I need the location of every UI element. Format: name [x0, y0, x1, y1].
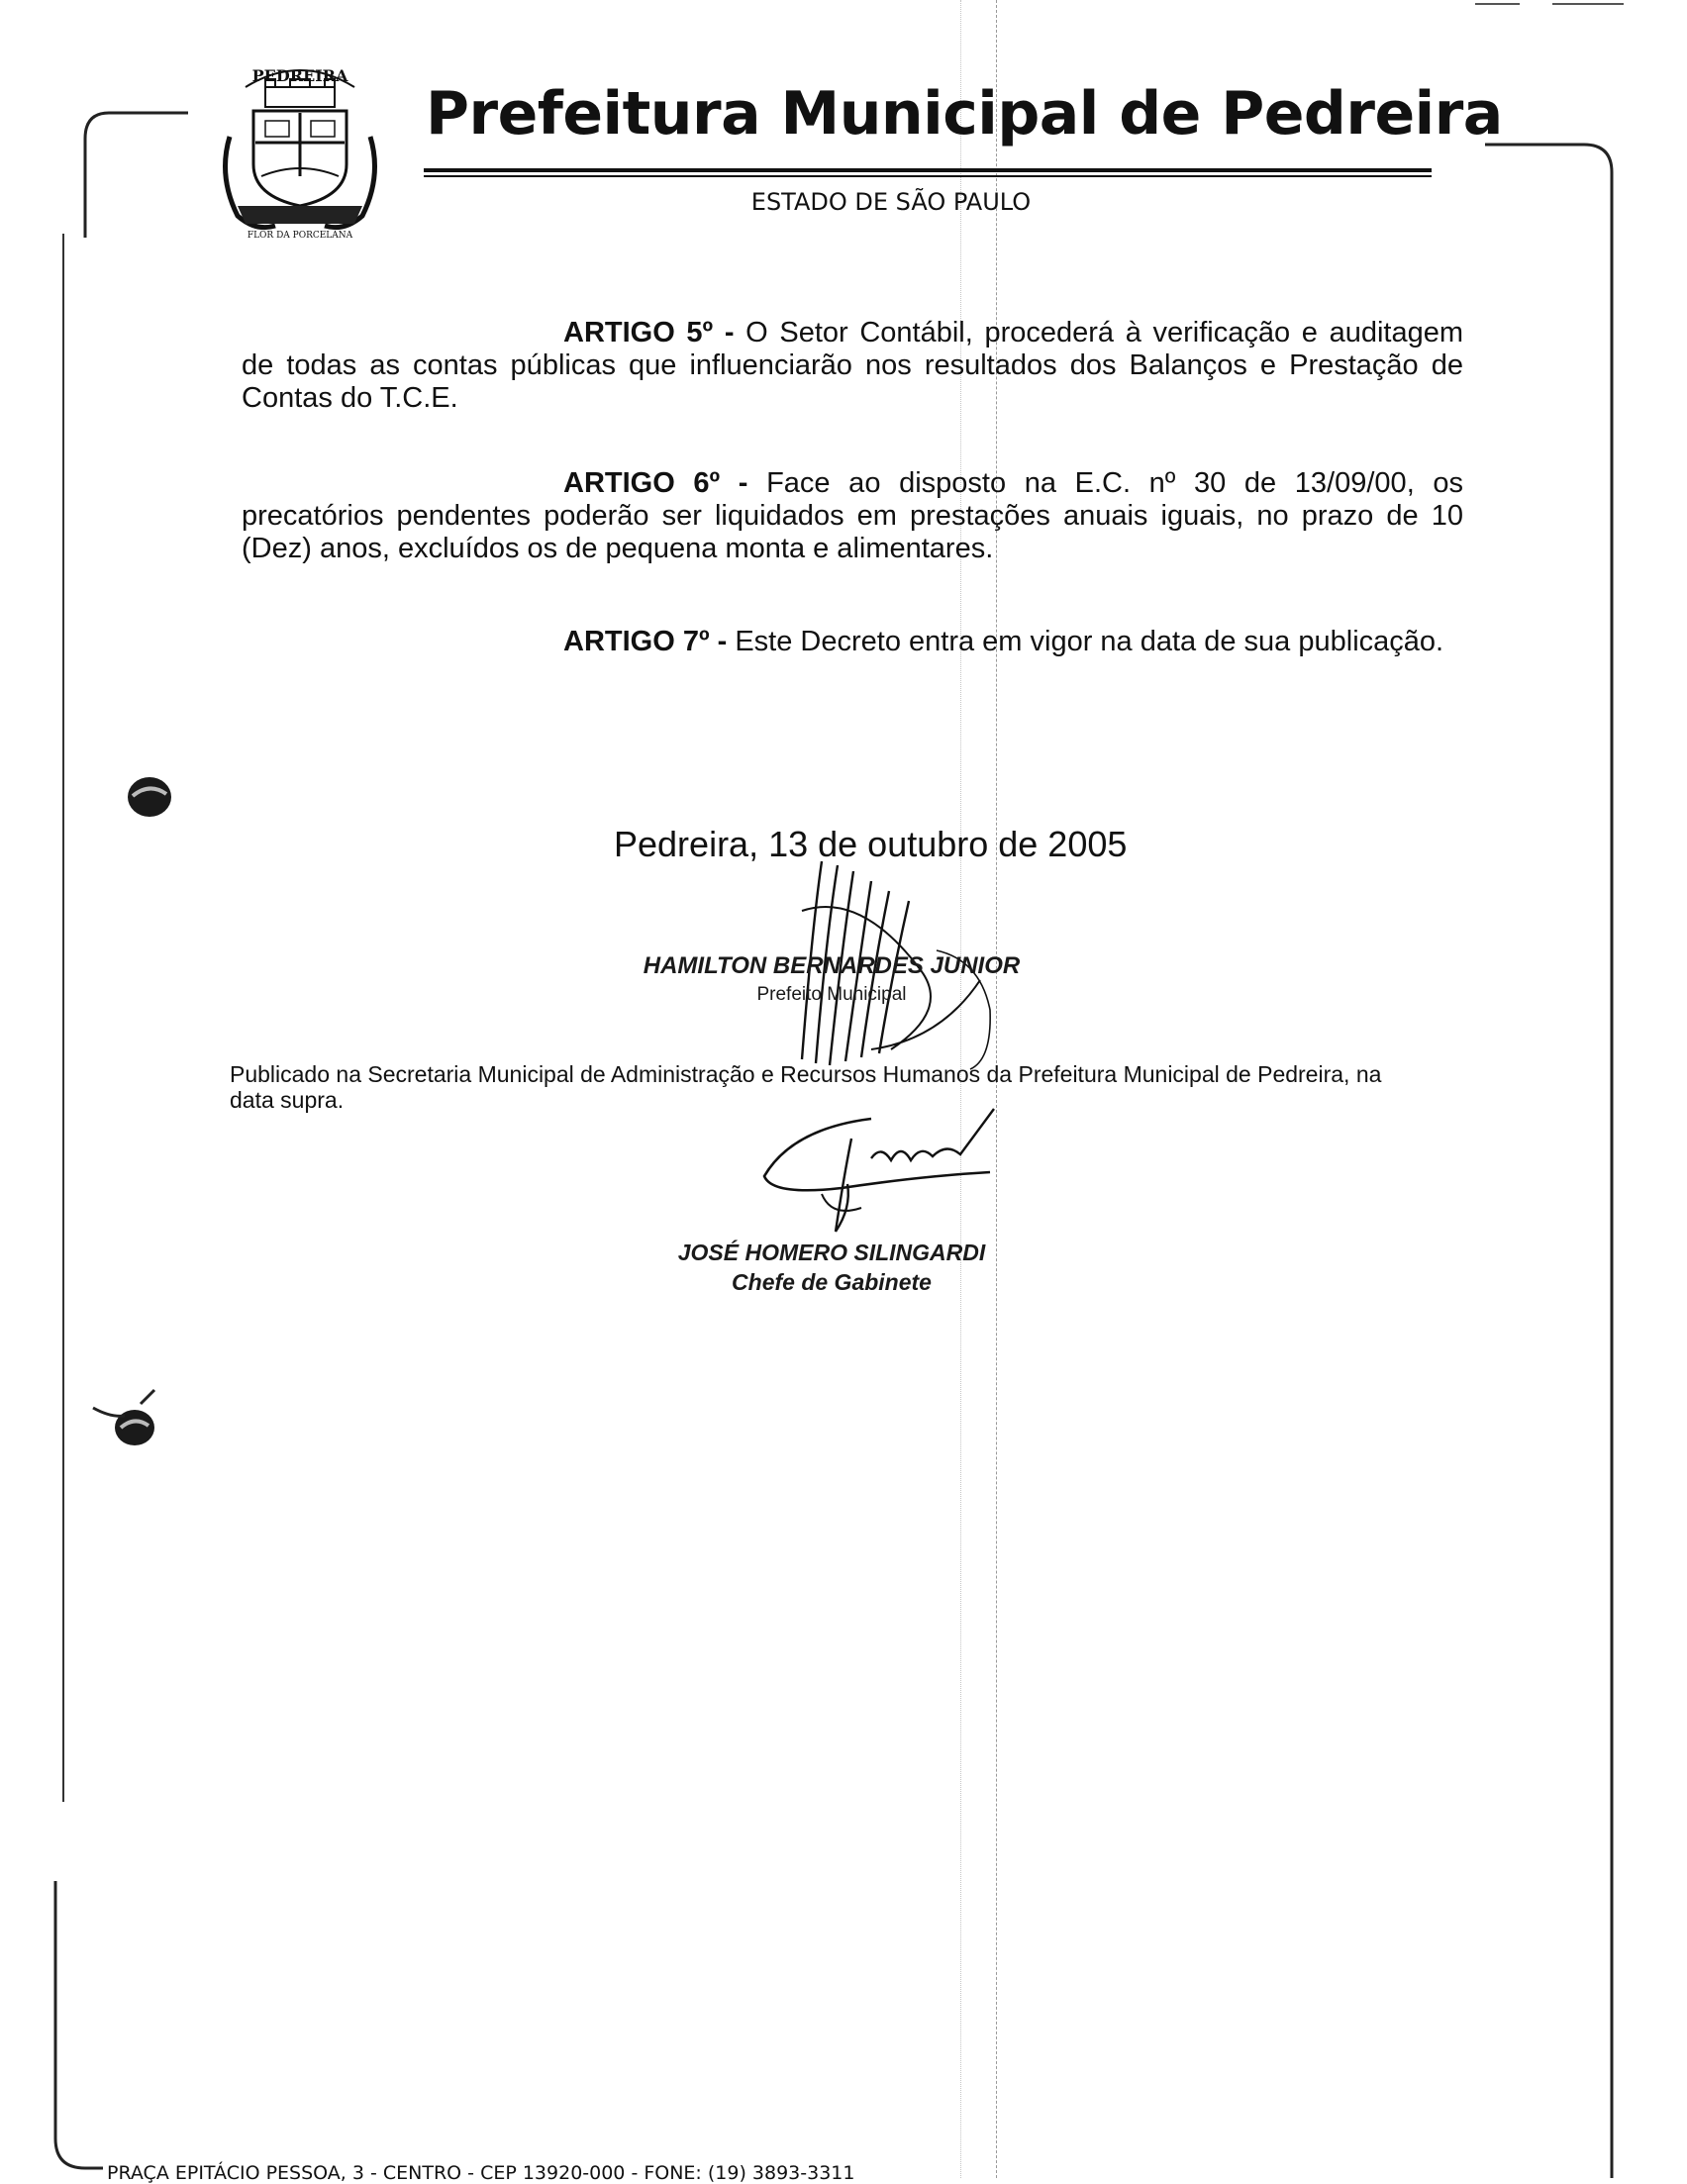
signature-chief-of-staff-icon: [752, 1099, 1010, 1238]
article-7-label: ARTIGO 7º -: [563, 626, 728, 657]
footer-address: PRAÇA EPITÁCIO PESSOA, 3 - CENTRO - CEP 13920-000 - FONE: (19) 3893-3311: [107, 2162, 855, 2184]
article-7: [242, 626, 1463, 658]
article-6-text: Face ao disposto na E.C. nº 30 de 13/09/00, os precatórios pendentes poderão ser liquidados em prestações anuais iguais, no prazo de 10 (Dez) anos, excluídos os de pequena monta e alimentares.: [242, 467, 1464, 564]
chief-of-staff-name: JOSÉ HOMERO SILINGARDI: [677, 1240, 986, 1265]
title-rule: [424, 168, 1432, 172]
page-title: Prefeitura Municipal de Pedreira: [426, 79, 1503, 149]
chief-of-staff-role: Chefe de Gabinete: [732, 1269, 932, 1295]
crest-motto: FLOR DA PORCELANA: [247, 231, 353, 241]
municipal-crest-icon: [216, 57, 384, 255]
publication-note: Publicado na Secretaria Municipal de Administração e Recursos Humanos da Prefeitura Municipal de Pedreira, na data supra.: [230, 1061, 1382, 1113]
crest-top-text: PEDREIRA: [251, 66, 348, 85]
article-6-label: ARTIGO 6º -: [563, 467, 748, 499]
article-7-text: Este Decreto entra em vigor na data de sua publicação.: [735, 626, 1444, 657]
article-5-text: O Setor Contábil, procederá à verificação e auditagem de todas as contas públicas que influenciarão nos resultados dos Balanços e Prestação de Contas do T.C.E.: [242, 317, 1463, 414]
punch-hole-top: [123, 772, 176, 822]
state-subtitle: ESTADO DE SÃO PAULO: [750, 188, 1032, 216]
mayor-role: Prefeito Municipal: [756, 984, 907, 1005]
mayor-name: HAMILTON BERNARDES JUNIOR: [643, 952, 1021, 979]
punch-hole-bottom: [91, 1382, 162, 1451]
title-rule-thin: [424, 175, 1432, 177]
article-5-label: ARTIGO 5º -: [563, 317, 735, 348]
dateline: Pedreira, 13 de outubro de 2005: [614, 824, 1128, 864]
article-5: [242, 317, 1463, 415]
article-6: [242, 467, 1463, 565]
